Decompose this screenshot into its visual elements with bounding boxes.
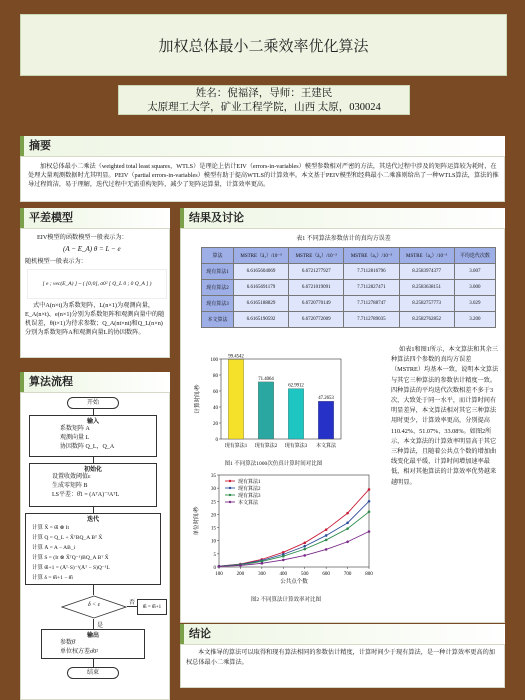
fig1-caption: 图1 不同算法1000次仿真计算时间对比图 [224,461,323,467]
table-cell: 3.200 [454,312,495,328]
flow-init-item: LS平差：θ̂1 = (AᵀA)⁻¹AᵀL [52,492,120,498]
conclusion-heading: 结论 [180,624,505,644]
table-cell: 6.6165691179 [233,280,288,296]
table-header-cell: MSTRE（â₂）/10⁻³ [289,248,344,264]
line-x-tick-label: 600 [322,572,330,577]
bar-value-label: 62.9912 [288,383,304,389]
table-cell: 6.6720770149 [289,296,344,312]
table-cell: 8.2582757773 [399,296,454,312]
line-y-tick-label: 15 [211,526,216,532]
table-cell: 3.000 [454,280,495,296]
line-y-axis-label: 单位时间/秒 [194,506,200,536]
bar-value-label: 47.2653 [318,396,334,402]
model-intro: EIV模型的函数模型一般表示为： [37,234,128,241]
flow-iter-box [25,513,161,585]
table-cell: 3.007 [454,264,495,280]
legend-label: 本文算法 [238,501,259,506]
flow-input-item: 系数矩阵 A [60,426,90,432]
line-y-tick-label: 10 [211,539,216,545]
flow-start: 开始 [67,397,119,409]
table-cell: 7.7112827471 [344,280,399,296]
model-heading: 平差模型 [20,208,170,228]
bar-category-label: 本文算法 [315,444,337,449]
bar [288,389,304,439]
flow-input-item: 协因数阵 Q_L，Q_A [60,444,115,450]
affiliation-line: 太原理工大学，矿业工程学院，山西 太原，030024 [147,102,381,113]
table-cell: 3.029 [454,296,495,312]
flow-decision-label: δ < ε [87,602,101,608]
algorithm-heading: 算法流程 [20,372,170,392]
flow-iter-item: 计算 θ̂i+1 = (Āᵀ·S)⁻¹(Āᵀ − S)Q⁻¹L [32,565,110,571]
series-line [219,501,369,566]
line-x-axis-label: 公共点个数 [280,579,308,585]
flow-arrow [93,585,94,595]
flow-init-item: 生成零矩阵 B [52,483,88,489]
results-panel [180,228,505,623]
table-header-cell: MSTRE（â₁）/10⁻³ [233,248,288,264]
series-point [325,534,328,537]
table-header-cell: MSTRE（a₃）/10⁻³ [344,248,399,264]
series-point [325,539,328,542]
flow-no-label: 否 [129,600,136,606]
bar-y-tick-label: 0 [215,438,218,443]
series-point [346,522,349,525]
flow-init-item: 设置收敛阈值ε [52,474,91,480]
series-line [219,512,369,567]
series-point [282,555,285,558]
bar [228,359,244,439]
legend-marker [229,480,231,482]
table-row [202,312,496,328]
abstract-heading: 摘要 [20,136,505,156]
table-cell: 6.6165188829 [233,296,288,312]
line-y-tick-label: 30 [211,487,216,493]
fig2-caption: 图2 不同算法计算效率对比图 [250,597,322,603]
line-x-tick-label: 400 [279,572,288,577]
table-cell: 现有算法1 [202,264,234,280]
results-table [201,247,496,328]
flow-output-label: 输出 [86,633,99,639]
table-cell: 6.6721019091 [289,280,344,296]
line-x-tick-label: 500 [300,572,309,577]
bar-y-axis-label: 计算时间/秒 [195,384,201,414]
table-cell: 现有算法3 [202,296,234,312]
line-y-tick-label: 25 [211,500,216,506]
legend-marker [229,501,231,503]
bar-y-tick-label: 100 [210,358,218,363]
line-y-tick-label: 20 [211,513,216,519]
bar-category-label: 现有算法3 [284,444,308,449]
series-point [368,488,371,491]
table-cell: 6.6165190592 [233,312,288,328]
legend-label: 现有算法1 [238,480,261,485]
model-description: 式中A(n×t)为系数矩阵，L(n×1)为观测向量，E_A(n×t)、e(n×1)分别为系数矩阵和观测向量中的随机误差，θ(t×1)为待求参数；Q_A(nt×nt)和Q_L(n×n)分别为系数矩阵A和观测向量L的协因数阵。 [25,302,165,336]
table-cell: 6.6720772009 [289,312,344,328]
model-equation-2: [ e ; vec(E_A) ] ~ ( [0;0], σ0² [ Q_L 0 ; 0 Q_A ] ) [27,269,167,299]
flow-iter-item: 计算 X̂ = θ̂i ⊗ It [32,525,70,531]
table-cell: 6.6721277927 [289,264,344,280]
line-x-tick-label: 100 [215,572,223,577]
line-x-tick-label: 700 [343,572,352,577]
table-header-cell: 算法 [202,248,234,264]
series-line [219,532,369,567]
table-cell: 本文算法 [202,312,234,328]
table-caption: 表1 不同算法参数估计的真均方误差 [296,236,391,242]
legend-label: 现有算法3 [238,494,261,499]
legend-marker [229,487,231,489]
bar-chart [191,349,351,459]
flow-update-box: θ̂i = θ̂i+1 [137,599,167,615]
bar-category-label: 现有算法2 [254,444,278,449]
title-banner [20,14,507,76]
line-y-tick-label: 5 [213,552,216,558]
flow-iter-item: 计算 Ā = A − AB_i [32,545,76,551]
series-point [303,542,306,545]
table-cell: 现有算法2 [202,280,234,296]
line-x-tick-label: 300 [258,572,266,577]
flow-output-box [41,629,145,659]
table-cell: 8.2583638151 [399,280,454,296]
author-line: 姓名：倪福泽，导师：王建民 [195,88,333,99]
flow-iter-label: 迭代 [86,517,99,523]
line-y-tick-label: 0 [213,566,216,571]
line-x-tick-label: 800 [365,572,373,577]
flowchart-panel [20,392,170,700]
flow-init-label: 初始化 [83,467,102,473]
legend-label: 现有算法2 [238,487,261,492]
series-point [368,511,371,514]
table-row [202,264,496,280]
table-cell: 6.6165604069 [233,264,288,280]
series-point [325,548,328,551]
abstract-text: 加权总体最小二乘法（weighted total least squares，WTLS）是理论上估计EIV（errors-in-variables）模型参数相对严密的方法，其迭代过程中涉及的矩阵运算较为耗时，在处理大量观测数据时尤其明显。PEIV（partial errors-in-variables）模型有助于提高WTLS的计算效率。本文基于PEIV模型和经典最小二乘准则给出了一种WTLS算法，算法的推导过程简洁，易于理解，迭代过程中无需重构矩阵，减少了矩阵运算量，计算效率更高。 [28,163,499,188]
model-equation-1: (A − E_A) θ = L − e [63,245,121,253]
series-point [303,545,306,548]
series-point [261,562,264,565]
flow-yes-label: 是 [97,623,104,629]
results-heading: 结果及讨论 [180,208,505,228]
stochastic-intro: 随机模型一般表示为： [25,258,87,265]
series-point [325,528,328,531]
flow-arrow [93,659,94,667]
series-point [346,527,349,530]
table-cell: 7.7112789035 [344,312,399,328]
table-header-cell: MSTRE（a₄）/10⁻³ [399,248,454,264]
line-chart [191,467,381,592]
model-panel [20,228,170,358]
table-cell: 7.7112788747 [344,296,399,312]
flow-arrow [93,619,94,629]
bar-value-label: 71.4064 [258,376,274,382]
series-point [303,554,306,557]
series-point [218,565,221,568]
bar-y-tick-label: 40 [213,406,218,411]
series-point [303,548,306,551]
bar-category-label: 现有算法1 [224,444,248,449]
bar [318,401,334,439]
series-point [239,564,242,567]
series-point [368,530,371,533]
bar-y-tick-label: 60 [213,390,218,395]
table-cell: 8.2582762852 [399,312,454,328]
bar-y-tick-label: 80 [213,374,218,379]
table-row [202,296,496,312]
flow-output-item: 单位权方差σ̂0² [60,649,99,655]
flow-iter-item: 计算 S = (It ⊗ X̂ᵀQ⁻¹)BQ_A Bᵀ X̂ [32,555,109,561]
series-point [346,512,349,515]
flow-input-label: 输入 [86,419,99,425]
author-banner [118,85,410,115]
line-y-tick-label: 35 [211,474,216,479]
flow-end: 结束 [67,667,119,679]
legend-marker [229,494,231,496]
table-cell: 7.7112816796 [344,264,399,280]
bar [258,382,274,439]
flow-input-box [29,415,157,457]
bar-y-tick-label: 20 [213,422,218,427]
flow-input-item: 观测向量 L [60,435,90,441]
bar-value-label: 99.4542 [228,354,244,360]
table-header-row [202,248,496,264]
line-x-tick-label: 200 [236,572,245,577]
table-row [202,280,496,296]
series-point [346,540,349,543]
flow-init-box [29,463,157,507]
table-cell: 8.2583974377 [399,264,454,280]
series-point [282,559,285,562]
discussion-text: 如表1和图1所示，本文算法和其余三种算法四个参数的真均方误差（MSTRE）均基本一致，说明本文算法与其它三种算法的参数估计精度一致。四种算法的平均迭代次数相差不多于3次，大致处于同一水平，而计算时间有明显差异，本文算法相对其它三种算法用时更少，计算效率更高，分别提高110.42%、51.07%、33.08%。如图2所示，本文算法的计算效率明显高于其它三种算法，且随着公共点个数的增加曲线变化最平缓，计算时间增加速率最低，相对其他算法的计算效率优势越来越明显。 [391,346,499,486]
flow-output-item: 参数θ̂ [60,640,75,646]
flow-iter-item: 计算 Q = Q_L + X̂ᵀBQ_A Bᵀ X̂ [32,535,103,541]
conclusion-text: 本文推导的算法可以取得和现有算法相同的参数估计精度，计算时间少于现有算法，是一种计算效率更高的加权总体最小二乘算法。 [186,649,495,666]
flow-iter-item: 计算 δ = θ̂i+1 − θ̂i [32,575,73,581]
series-point [368,500,371,503]
poster-title: 加权总体最小二乘效率优化算法 [158,36,369,55]
table-header-cell: 平均迭代次数 [454,248,495,264]
